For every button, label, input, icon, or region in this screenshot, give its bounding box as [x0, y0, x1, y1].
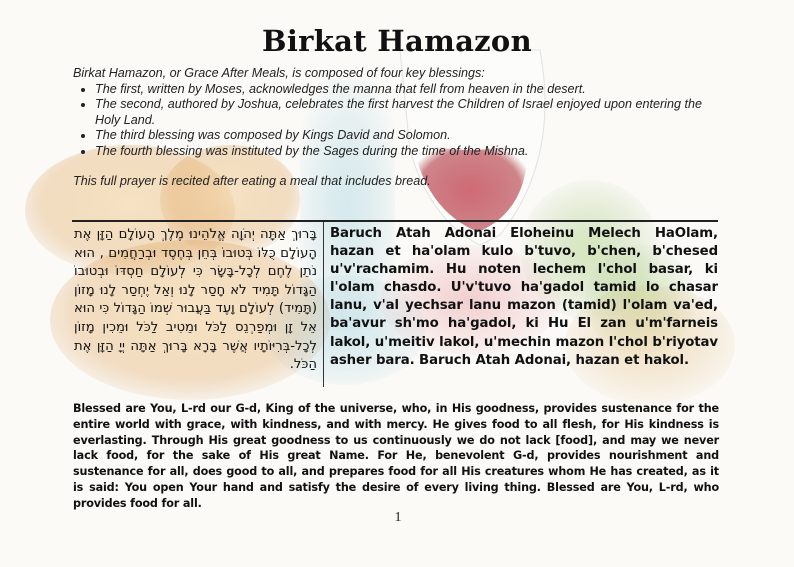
list-item: • The first, written by Moses, acknowledges the manna that fell from heaven in the desert. [95, 82, 723, 98]
intro-lead: Birkat Hamazon, or Grace After Meals, is composed of four key blessings: [73, 66, 485, 80]
intro-closing: This full prayer is recited after eating a meal that includes bread. [73, 174, 431, 188]
transliteration-text: Baruch Atah Adonai Eloheinu Melech HaOlam, hazan et ha'olam kulo b'tuvo, b'chen, b'chesed u'v'rachamim. Hu noten lechem l'chol basar, ki l'olam chasdo. U'v'tuvo ha'gadol tamid lo chasar lanu, v'al yechsar lanu mazon (tamid) l'olam va'ed, ba'avur sh'mo ha'gadol, ki Hu El zan u'm'farneis lakol, u'meitiv lakol, u'mechin mazon l'chol b'riyotav asher bara. Baruch Atah Adonai, hazan et hakol. [330, 226, 718, 368]
page-title: Birkat Hamazon [262, 24, 532, 58]
english-translation-text: Blessed are You, L-rd our G-d, King of the universe, who, in His goodness, provides sustenance for the entire world with grace, with kindness, and with mercy. He gives food to all flesh, for His kindness is everlasting. Through His great goodness to us continuously we do not lack [food], and may we never lack food, for the sake of His great Name. For He, benevolent G-d, provides nourishment and sustenance for all, does good to all, and prepares food for all His creatures whom He has created, as it is said: You open Your hand and satisfy the desire of every living thing. Blessed are You, L-rd, who provides food for all. [73, 402, 719, 510]
intro-section [73, 66, 723, 190]
list-item: • The fourth blessing was instituted by the Sages during the time of the Mishna. [95, 144, 723, 160]
column-divider [323, 222, 324, 387]
list-item: • The second, authored by Joshua, celebrates the first harvest the Children of Israel enjoyed upon entering the Holy Land. [95, 97, 723, 128]
list-item: • The third blessing was composed by Kings David and Solomon. [95, 128, 723, 144]
section-divider [72, 220, 718, 222]
hebrew-blessing-text: בָּרוּךְ אַתָּה יְהֹוָה אֱלֹהֵינוּ מֶלֶךְ הָעוֹלָם הַזָּן אֶת הָעוֹלָם כֻּלּוֹ בְּטוּבוֹ בְּחֵן בְּחֶסֶד וּבְרַחֲמִים , הוּא נֹתֵן לֶחֶם לְכָל-בָּשָׂר כִּי לְעוֹלָם חַסְדּוֹ וּבְטוּבוֹ הַגָּדוֹל תָּמִיד לֹא חָסַר לָנוּ וְאַל יֶחְסַר לָנוּ מָזוֹן (תָּמִיד) לְעוֹלָם וָעֶד בַּעֲבוּר שְׁמוֹ הַגָּדוֹל כִּי הוּא אֵל זָן וּמְפַרְנֵס לַכֹּל וּמֵטִיב לַכֹּל וּמֵכִין מָזוֹן לְכָל-בְּרִיּוֹתָיו אֲשֶׁר בָּרָא בָּרוּךְ אַתָּה יְיָ הַזָּן אֶת הַכֹּל. [74, 227, 317, 373]
page-number: 1 [394, 510, 402, 525]
blessings-list [73, 82, 723, 160]
